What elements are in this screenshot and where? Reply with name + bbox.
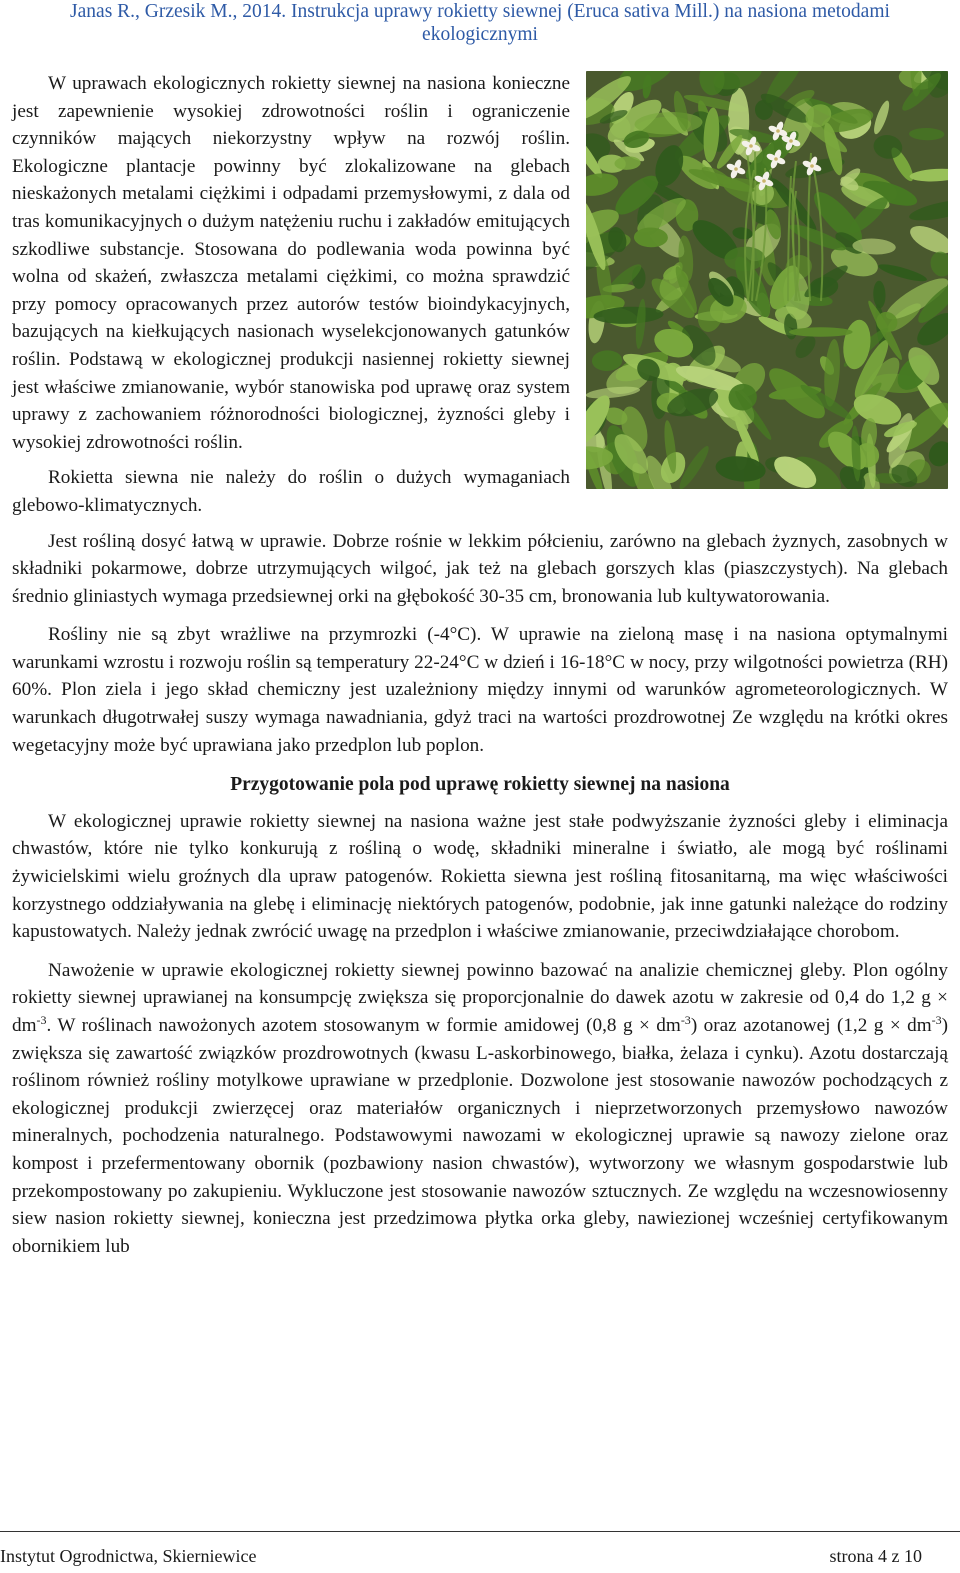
superscript: -3 xyxy=(680,1013,691,1027)
running-header xyxy=(0,0,960,50)
document-body xyxy=(12,70,948,1260)
paragraph-temperature: Rośliny nie są zbyt wrażliwe na przymrozki (-4°C). W uprawie na zieloną masę i na nasiona optymalnymi warunkami wzrostu i rozwoju roślin są temperatury 22-24°C w dzień i 16-18°C w nocy, przy wilgotności powietrza (RH) 60%. Plon ziela i jego skład chemiczny jest uzależniony między innymi od warunków agrometeorologicznych. W warunkach długotrwałej suszy wymaga nawadniania, gdyż traci na wartości prozdrowotnej Ze względu na krótki okres wegetacyjny może być uprawiana jako przedplon lub poplon. xyxy=(12,624,948,756)
header-citation-line: Janas R., Grzesik M., 2014. Instrukcja uprawy rokietty siewnej (Eruca sativa Mill.) na nasiona metodami xyxy=(70,1,890,22)
header-citation-line-continued: ekologicznymi xyxy=(422,24,538,45)
superscript: -3 xyxy=(36,1013,47,1027)
footer-institution: Instytut Ogrodnictwa, Skierniewice xyxy=(0,1546,257,1566)
page-number: strona 4 z 10 xyxy=(829,1546,922,1566)
text-run: ) oraz azotanowej (1,2 g × dm xyxy=(690,1015,932,1036)
footer-divider xyxy=(0,1531,960,1532)
paragraph-field-preparation: W ekologicznej uprawie rokietty siewnej na nasiona ważne jest stałe podwyższanie żyzności gleby i eliminacja chwastów, które nie tylko konkurują z rośliną o wodę, składniki mineralne i światło, ale mogą być roślinami żywicielskimi wielu groźnych dla upraw patogenów. Rokietta siewna jest rośliną fitosanitarną, ma więc właściwości korzystnego oddziaływania na glebę i eliminację niektórych patogenów, podobnie, jak inne gatunki należące do rodziny kapustowatych. Należy jednak zwrócić uwagę na przedplon i właściwe zmianowanie, przeciwdziałające chorobom. xyxy=(12,810,948,943)
text-run: . W roślinach nawożonych azotem stosowanym w formie amidowej (0,8 g × dm xyxy=(46,1015,681,1036)
paragraph-cultivation: Jest rośliną dosyć łatwą w uprawie. Dobrze rośnie w lekkim półcieniu, zarówno na glebach żyznych, zasobnych w składniki pokarmowe, dobrze utrzymujących wilgoć, jak też na glebach gorszych klas (piaszczystych). Na glebach średnio gliniastych wymaga przedsiewnej orki na głębokość 30-35 cm, bronowania lub kultywatorowania. xyxy=(12,530,948,607)
paragraph-soil-climate: Rokietta siewna nie należy do roślin o dużych wymaganiach glebowo-klimatycznych. xyxy=(12,467,570,516)
paragraph-requirements: W uprawach ekologicznych rokietty siewnej na nasiona konieczne jest zapewnienie wysokiej zdrowotności roślin i ograniczenie czynników mających niekorzystny wpływ na rozwój roślin. Ekologiczne plantacje powinny być zlokalizowane na glebach nieskażonych metalami ciężkimi i odpadami przemysłowymi, z dala od tras komunikacyjnych o dużym natężeniu ruchu i zakładów emitujących szkodliwe substancje. Stosowana do podlewania woda powinna być wolna od skażeń, zwłaszcza metalami ciężkimi, co można sprawdzić przy pomocy opracowanych przez autorów testów bioindykacyjnych, bazujących na kiełkujących nasionach wyselekcjonowanych gatunków roślin. Podstawą w ekologicznej produkcji nasiennej rokietty siewnej jest właściwe zmianowanie, wybór stanowiska pod uprawę oraz system uprawy z zachowaniem różnorodności biologicznej, żyzności gleby i wysokiej zdrowotności roślin. xyxy=(12,73,570,453)
rocket-plant-photo-icon xyxy=(586,71,948,489)
paragraph-fertilization xyxy=(12,957,948,1261)
text-run: ) zwiększa się zawartość związków prozdrowotnych (kwasu L-askorbinowego, białka, żelaza i cynku). Azotu dostarczają roślinom również rośliny motylkowe uprawiane w przedplonie. Dozwolone jest stosowanie nawozów pochodzących z ekologicznej produkcji zwierzęcej oraz materiałów organicznych i nieprzetworzonych przemysłowo nawozów mineralnych, pochodzenia naturalnego. Podstawowymi nawozami w ekologicznej uprawie są nawozy zielone oraz kompost i przefermentowany obornik (pozbawiony nasion chwastów), wytworzony we własnym gospodarstwie lub przekompostowany po zakupieniu. Wykluczone jest stosowanie nawozów sztucznych. Ze względu na wczesnowiosenny siew nasion rokietty siewnej, konieczna jest przedzimowa płytka orka gleby, nawiezionej wcześniej certyfikowanym obornikiem lub xyxy=(12,1015,949,1257)
superscript: -3 xyxy=(931,1013,942,1027)
section-title: Przygotowanie pola pod uprawę rokietty siewnej na nasiona xyxy=(230,774,730,796)
text-run: Nawożenie w uprawie ekologicznej rokietty siewnej powinno bazować na analizie chemicznej gleby. Plon ogólny rokietty siewnej uprawianej na konsumpcję zwiększa się proporcjonalnie do dawek azotu w zakresie od 0,4 do 1,2 g × dm xyxy=(12,959,948,1036)
